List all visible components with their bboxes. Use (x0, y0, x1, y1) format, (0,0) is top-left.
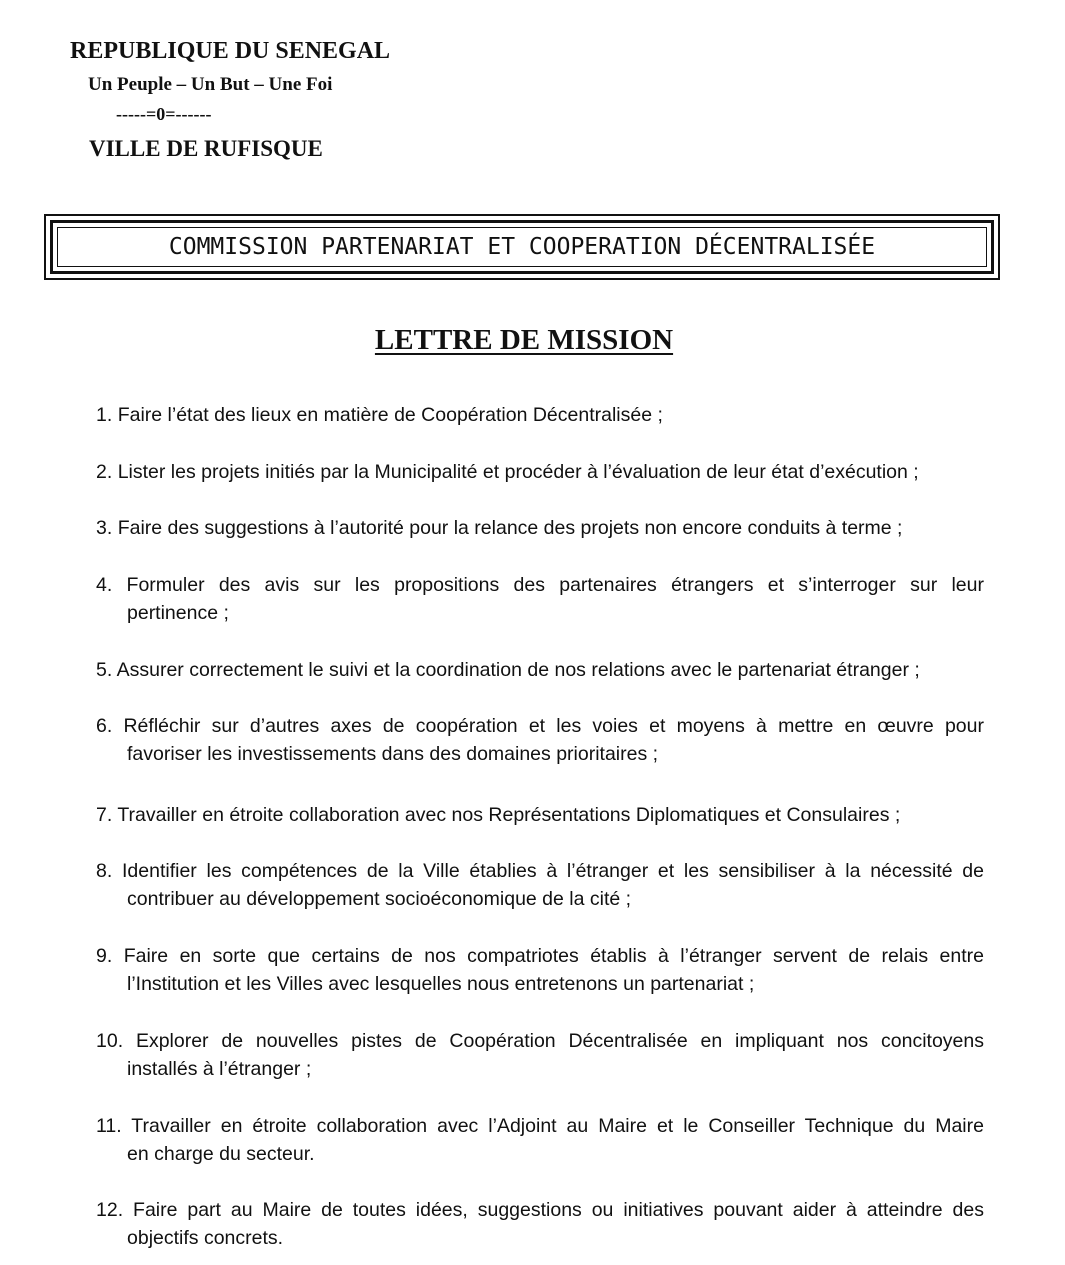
list-item-number: 8. (96, 860, 113, 882)
list-item-text: Lister les projets initiés par la Municipalité et procéder à l’évaluation de leur état d’exécution ; (117, 461, 919, 483)
list-item-text: Travailler en étroite collaboration avec l’Adjoint au Maire et le Conseiller Technique du Maire (131, 1115, 984, 1137)
list-item (96, 942, 984, 998)
list-item (96, 656, 984, 684)
list-item-line (96, 458, 984, 486)
list-item-number: 11. (96, 1115, 122, 1137)
list-item-number: 3. (96, 517, 113, 539)
list-item-line (96, 401, 984, 429)
list-item (96, 458, 984, 486)
list-item-continuation: en charge du secteur. (127, 1143, 315, 1165)
commission-title: COMMISSION PARTENARIAT ET COOPERATION DÉCENTRALISÉE (168, 234, 876, 260)
city-name: VILLE DE RUFISQUE (89, 136, 323, 161)
national-motto: Un Peuple – Un But – Une Foi (88, 74, 333, 95)
list-item (96, 857, 984, 913)
list-item-line (96, 801, 984, 829)
list-item-line (96, 1196, 984, 1224)
list-item-text: Travailler en étroite collaboration avec nos Représentations Diplomatiques et Consulaires ; (117, 804, 901, 826)
list-item-continuation: favoriser les investissements dans des domaines prioritaires ; (127, 743, 659, 765)
list-item (96, 514, 984, 542)
list-item-number: 6. (96, 715, 113, 737)
list-item (96, 1196, 984, 1252)
list-item-text: Faire part au Maire de toutes idées, suggestions ou initiatives pouvant aider à atteindre des (133, 1199, 984, 1221)
commission-frame (44, 214, 1000, 280)
list-item-text: Identifier les compétences de la Ville établies à l’étranger et les sensibiliser à la nécessité de (122, 860, 984, 882)
document-title: LETTRE DE MISSION (374, 324, 674, 356)
list-item-line (96, 1112, 984, 1140)
list-item-number: 9. (96, 945, 113, 967)
list-item-line (96, 857, 984, 885)
list-item (96, 712, 984, 768)
list-item-continuation: contribuer au développement socioéconomique de la cité ; (127, 888, 632, 910)
list-item-number: 2. (96, 461, 113, 483)
list-item-line (96, 514, 984, 542)
list-item-line (96, 656, 984, 684)
list-item-text: Faire des suggestions à l’autorité pour la relance des projets non encore conduits à terme ; (117, 517, 903, 539)
list-item (96, 1112, 984, 1168)
list-item-continuation: objectifs concrets. (127, 1227, 284, 1249)
list-item (96, 801, 984, 829)
list-item-number: 7. (96, 804, 113, 826)
list-item (96, 571, 984, 627)
header-separator: -----=0=------ (116, 104, 212, 124)
list-item-number: 12. (96, 1199, 124, 1221)
list-item (96, 401, 984, 429)
list-item-text: Réfléchir sur d’autres axes de coopération et les voies et moyens à mettre en œuvre pour (123, 715, 984, 737)
list-item-number: 1. (96, 404, 113, 426)
list-item-number: 4. (96, 574, 113, 596)
country-name: REPUBLIQUE DU SENEGAL (70, 38, 391, 64)
list-item-line (96, 712, 984, 740)
list-item-number: 10. (96, 1030, 124, 1052)
list-item-line (96, 571, 984, 599)
list-item (96, 1027, 984, 1083)
list-item-number: 5. (96, 659, 113, 681)
list-item-continuation: installés à l’étranger ; (127, 1058, 312, 1080)
list-item-continuation: pertinence ; (127, 602, 229, 624)
list-item-continuation: l’Institution et les Villes avec lesquelles nous entretenons un partenariat ; (127, 973, 755, 995)
list-item-text: Faire en sorte que certains de nos compatriotes établis à l’étranger servent de relais entre (123, 945, 984, 967)
list-item-text: Formuler des avis sur les propositions des partenaires étrangers et s’interroger sur leur (126, 574, 984, 596)
list-item-text: Explorer de nouvelles pistes de Coopération Décentralisée en impliquant nos concitoyens (135, 1030, 984, 1052)
list-item-text: Assurer correctement le suivi et la coordination de nos relations avec le partenariat étranger ; (116, 659, 920, 681)
list-item-line (96, 1027, 984, 1055)
list-item-text: Faire l’état des lieux en matière de Coopération Décentralisée ; (117, 404, 663, 426)
list-item-line (96, 942, 984, 970)
